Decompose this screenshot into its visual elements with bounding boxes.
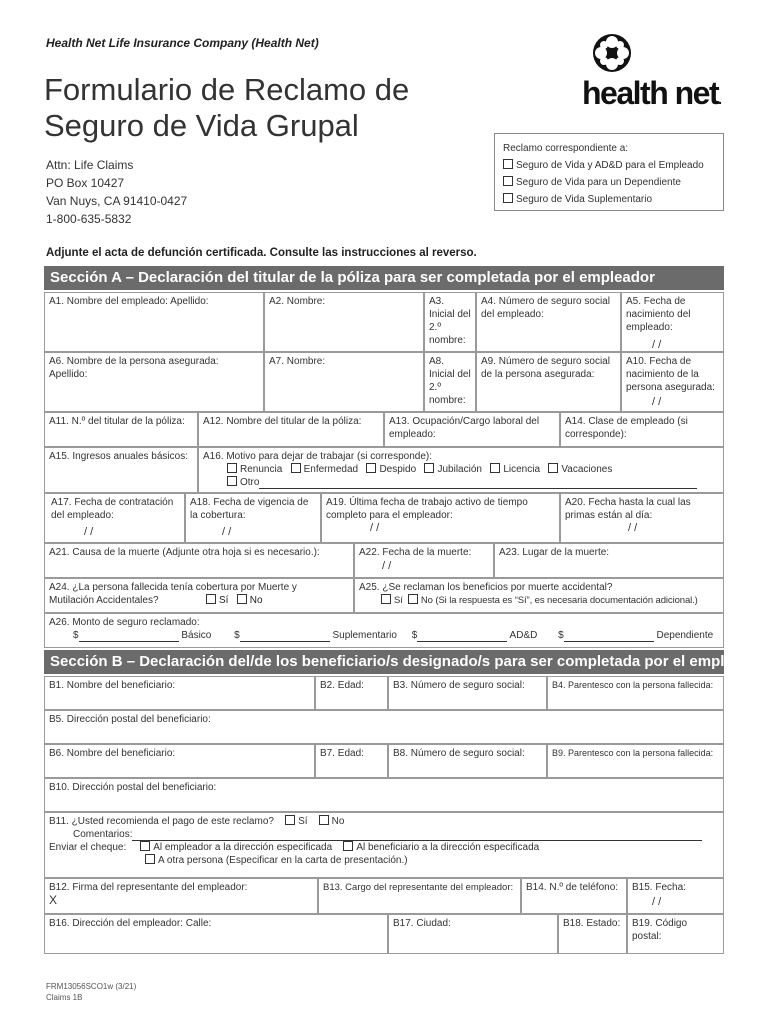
checkbox[interactable] (227, 463, 237, 473)
a2-field[interactable]: A2. Nombre: (264, 292, 424, 352)
checkbox[interactable] (319, 815, 329, 825)
b12-field[interactable] (44, 878, 318, 914)
instruction-text: Adjunte el acta de defunción certificada. Consulte las instrucciones al reverso. (46, 247, 477, 259)
a4-field[interactable]: A4. Número de seguro social del empleado: (476, 292, 621, 352)
date-separator: / / (652, 339, 662, 351)
claim-option[interactable]: Seguro de Vida y AD&D para el Empleado (503, 157, 715, 174)
a26-field (44, 613, 724, 648)
b6-field[interactable]: B6. Nombre del beneficiario: (44, 744, 315, 778)
b7-field[interactable]: B7. Edad: (315, 744, 388, 778)
b9-field[interactable]: B9. Parentesco con la persona fallecida: (547, 744, 724, 778)
date-separator: / / (628, 522, 638, 534)
title-line-2: Seguro de Vida Grupal (44, 108, 359, 143)
a18-field[interactable]: A18. Fecha de vigencia de la cobertura: (185, 493, 321, 543)
checkbox[interactable] (503, 193, 513, 203)
logo-wordmark: health net. (582, 75, 721, 111)
section-b-header: Sección B – Declaración del/de los beneficiario/s designado/s para ser completada por el empleador (44, 650, 724, 674)
claim-type-title: Reclamo correspondiente a: (503, 143, 629, 154)
b16-field[interactable]: B16. Dirección del empleador: Calle: (44, 914, 388, 954)
b4-field[interactable]: B4. Parentesco con la persona fallecida: (547, 676, 724, 710)
address-line: Attn: Life Claims (46, 158, 134, 172)
checkbox[interactable] (381, 594, 391, 604)
signature-mark: X (49, 893, 58, 907)
a16-label: A16. Motivo para dejar de trabajar (si corresponde): (203, 451, 433, 462)
a22-field[interactable]: A22. Fecha de la muerte: (354, 543, 494, 578)
checkbox[interactable] (291, 463, 301, 473)
date-separator: / / (382, 560, 392, 572)
b11-field (44, 812, 724, 878)
a6-field[interactable]: A6. Nombre de la persona asegurada: Apellido: (44, 352, 264, 412)
b2-field[interactable]: B2. Edad: (315, 676, 388, 710)
checkbox[interactable] (503, 159, 513, 169)
a1-field[interactable]: A1. Nombre del empleado: Apellido: (44, 292, 264, 352)
b11-question: B11. ¿Usted recomienda el pago de este reclamo? Sí No (49, 816, 345, 827)
a5-field[interactable]: A5. Fecha de nacimiento del empleado: (621, 292, 724, 352)
b18-field[interactable]: B18. Estado: (558, 914, 627, 954)
form-id: FRM13056SCO1w (3/21) (46, 982, 137, 991)
b17-field[interactable]: B17. Ciudad: (388, 914, 558, 954)
a10-field[interactable]: A10. Fecha de nacimiento de la persona asegurada: (621, 352, 724, 412)
a16-other: Otro (203, 476, 719, 489)
checkbox[interactable] (408, 594, 418, 604)
date-separator: / / (222, 526, 232, 538)
b5-field[interactable]: B5. Dirección postal del beneficiario: (44, 710, 724, 744)
b13-field[interactable]: B13. Cargo del representante del empleador: (318, 878, 521, 914)
checkbox[interactable] (343, 841, 353, 851)
a13-field[interactable]: A13. Ocupación/Cargo laboral del empleado: (384, 412, 560, 447)
section-a-header: Sección A – Declaración del titular de la póliza para ser completada por el empleador (44, 266, 724, 290)
a8-field[interactable]: A8. Inicial del 2.º nombre: (424, 352, 476, 412)
checkbox[interactable] (145, 854, 155, 864)
a23-field[interactable]: A23. Lugar de la muerte: (494, 543, 724, 578)
b8-field[interactable]: B8. Número de seguro social: (388, 744, 547, 778)
b19-field[interactable]: B19. Código postal: (627, 914, 724, 954)
b3-field[interactable]: B3. Número de seguro social: (388, 676, 547, 710)
health-net-logo (582, 30, 732, 110)
a25-field (354, 578, 724, 613)
a3-field[interactable]: A3. Inicial del 2.º nombre: (424, 292, 476, 352)
b11-send: Enviar el cheque: Al empleador a la dirección especificada Al beneficiario a la dirección especificada (49, 842, 540, 853)
checkbox[interactable] (503, 176, 513, 186)
mailing-address (46, 156, 187, 228)
date-separator: / / (84, 526, 94, 538)
checkbox[interactable] (366, 463, 376, 473)
a11-field[interactable]: A11. N.º del titular de la póliza: (44, 412, 198, 447)
a25-question: A25. ¿Se reclaman los beneficios por muerte accidental? (359, 582, 613, 593)
checkbox[interactable] (206, 594, 216, 604)
address-line: Van Nuys, CA 91410-0427 (46, 194, 188, 208)
title-line-1: Formulario de Reclamo de (44, 72, 410, 107)
b10-field[interactable]: B10. Dirección postal del beneficiario: (44, 778, 724, 812)
a21-field[interactable]: A21. Causa de la muerte (Adjunte otra hoja si es necesario.): (44, 543, 354, 578)
a19-field[interactable]: A19. Última fecha de trabajo activo de tiempo completo para el empleador: (321, 493, 560, 543)
a7-field[interactable]: A7. Nombre: (264, 352, 424, 412)
address-phone: 1-800-635-5832 (46, 212, 132, 226)
a26-label: A26. Monto de seguro reclamado: (49, 617, 200, 628)
claim-type-box (494, 133, 724, 211)
checkbox[interactable] (490, 463, 500, 473)
a20-field[interactable]: A20. Fecha hasta la cual las primas están al día: (560, 493, 724, 543)
date-separator: / / (652, 896, 662, 908)
a24-answers: Sí No (204, 594, 263, 606)
company-name: Health Net Life Insurance Company (Health Net) (46, 36, 319, 50)
a24-question: A24. ¿La persona fallecida tenía cobertura por Muerte y Mutilación Accidentales? (49, 582, 297, 606)
b11-send-other: A otra persona (Especificar en la carta de presentación.) (49, 854, 719, 867)
claims-code: Claims 1B (46, 993, 83, 1002)
address-line: PO Box 10427 (46, 176, 125, 190)
a17-field[interactable]: A17. Fecha de contratación del empleado: (44, 493, 185, 543)
claim-option[interactable]: Seguro de Vida Suplementario (503, 191, 715, 208)
checkbox[interactable] (285, 815, 295, 825)
page-title (44, 72, 409, 144)
checkbox[interactable] (140, 841, 150, 851)
checkbox[interactable] (227, 476, 237, 486)
a16-field (198, 447, 724, 493)
checkbox[interactable] (548, 463, 558, 473)
claim-option[interactable]: Seguro de Vida para un Dependiente (503, 174, 715, 191)
date-separator: / / (370, 522, 380, 534)
footer (46, 981, 136, 1003)
a24-field (44, 578, 354, 613)
a14-field[interactable]: A14. Clase de empleado (si corresponde): (560, 412, 724, 447)
b1-field[interactable]: B1. Nombre del beneficiario: (44, 676, 315, 710)
a9-field[interactable]: A9. Número de seguro social de la persona asegurada: (476, 352, 621, 412)
a15-field[interactable]: A15. Ingresos anuales básicos: (44, 447, 198, 493)
a26-amounts: $ Básico $ Suplementario $ AD&D $ Dependiente (73, 630, 714, 641)
checkbox[interactable] (237, 594, 247, 604)
date-separator: / / (652, 396, 662, 408)
b15-field[interactable]: B15. Fecha: (627, 878, 724, 914)
b14-field[interactable]: B14. N.º de teléfono: (521, 878, 627, 914)
b12-label: B12. Firma del representante del empleador: (49, 882, 248, 893)
checkbox[interactable] (424, 463, 434, 473)
a12-field[interactable]: A12. Nombre del titular de la póliza: (198, 412, 384, 447)
b11-comments[interactable]: Comentarios: (49, 828, 719, 841)
a25-answers: Sí No (Si la respuesta es “Sí”, es necesaria documentación adicional.) (359, 594, 719, 607)
a16-options: Renuncia Enfermedad Despido Jubilación Licencia Vacaciones (203, 463, 719, 476)
logo-flower-icon (582, 30, 732, 76)
